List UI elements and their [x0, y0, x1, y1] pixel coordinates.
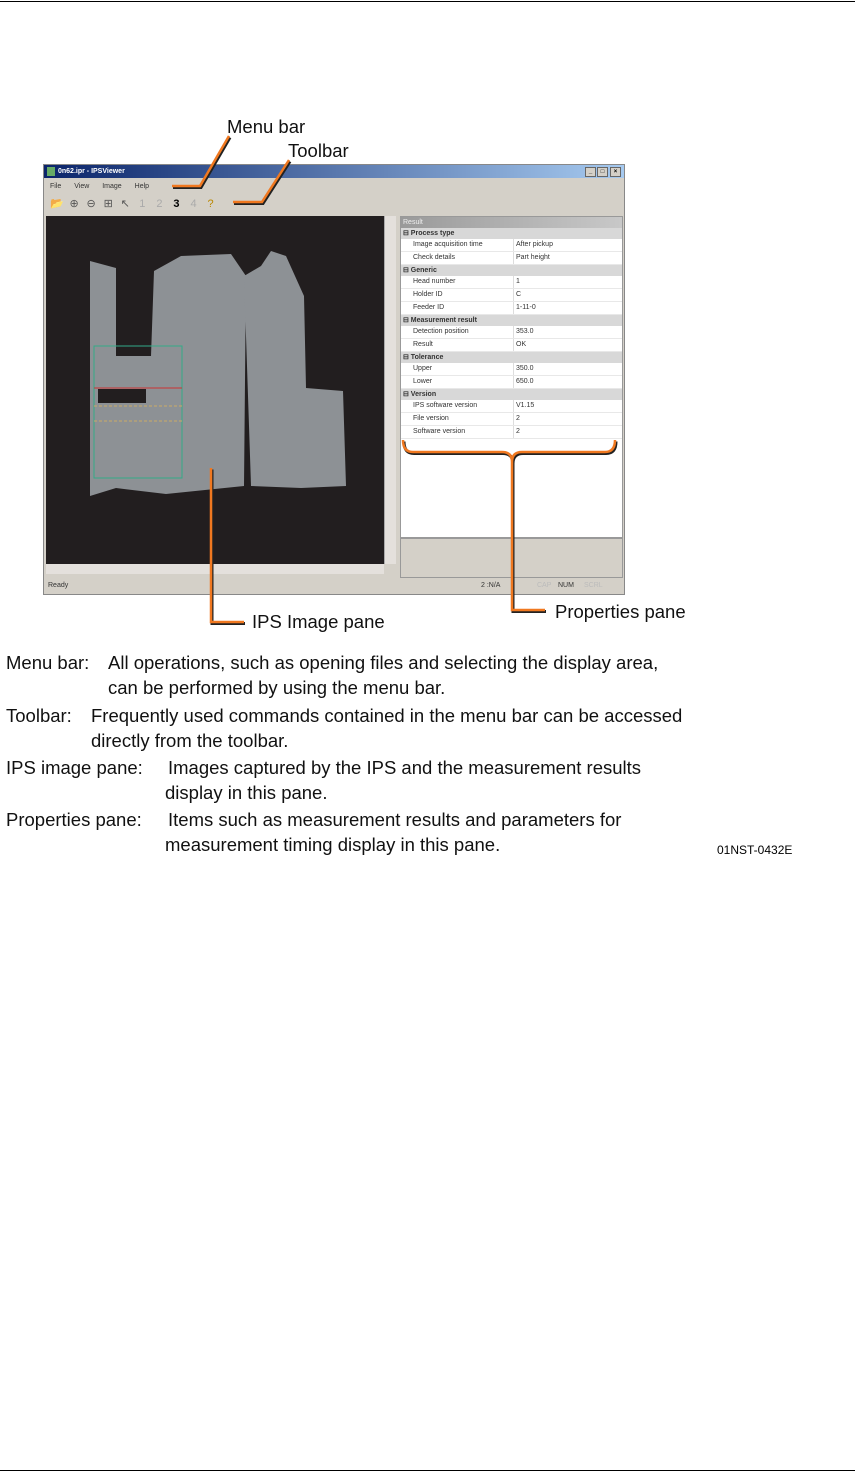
property-category[interactable]: ⊟ Generic	[401, 265, 622, 276]
desc-text: display in this pane.	[165, 782, 328, 803]
image-pane-leader	[211, 468, 244, 622]
view-4-button[interactable]: 4	[190, 198, 197, 210]
desc-text: measurement timing display in this pane.	[165, 834, 501, 855]
callout-menu-bar: Menu bar	[227, 116, 306, 137]
property-value: C	[516, 291, 522, 298]
toolbar-leader	[233, 160, 289, 202]
status-ready: Ready	[48, 582, 69, 589]
desc-term: Properties pane:	[6, 809, 142, 830]
property-name: Upper	[401, 363, 514, 375]
zoom-in-icon[interactable]: ⊕	[69, 198, 79, 210]
fit-icon[interactable]: ⊞	[103, 198, 113, 210]
menu-file[interactable]: File	[50, 183, 62, 190]
property-value: 353.0	[516, 328, 534, 335]
property-value: 350.0	[516, 365, 534, 372]
property-name: Image acquisition time	[401, 239, 514, 251]
property-value: OK	[516, 341, 527, 348]
close-button[interactable]: ×	[610, 167, 621, 177]
zoom-out-icon[interactable]: ⊖	[86, 198, 96, 210]
desc-text: directly from the toolbar.	[91, 730, 289, 751]
property-name: IPS software version	[401, 400, 514, 412]
property-category[interactable]: ⊟ Process type	[401, 228, 622, 239]
property-value: 1-11-0	[516, 304, 536, 311]
desc-text: Images captured by the IPS and the measurement results	[168, 757, 642, 778]
callout-image-pane: IPS Image pane	[252, 611, 385, 632]
property-value: 2	[516, 415, 520, 422]
property-name: Holder ID	[401, 289, 514, 301]
menu-help[interactable]: Help	[134, 183, 150, 190]
view-2-button[interactable]: 2	[156, 198, 163, 210]
minimize-button[interactable]: _	[585, 167, 596, 177]
property-category[interactable]: ⊟ Version	[401, 389, 622, 400]
desc-text: can be performed by using the menu bar.	[108, 677, 446, 698]
window-title: 0n62.ipr - IPSViewer	[58, 168, 125, 175]
status-cap: CAP	[537, 582, 552, 589]
open-icon[interactable]: 📂	[50, 198, 64, 210]
desc-text: Items such as measurement results and parameters for	[168, 809, 622, 830]
bottom-rule	[0, 1470, 855, 1471]
menu-view[interactable]: View	[74, 183, 90, 190]
property-value: V1.15	[516, 402, 535, 409]
property-value: Part height	[516, 254, 550, 261]
view-1-button[interactable]: 1	[139, 198, 146, 210]
properties-header: Result	[401, 217, 622, 228]
desc-text: Frequently used commands contained in the menu bar can be accessed	[91, 705, 683, 726]
properties-brace	[403, 440, 615, 462]
property-name: File version	[401, 413, 514, 425]
desc-term: Toolbar:	[6, 705, 72, 726]
property-value: 2	[516, 428, 520, 435]
property-name: Software version	[401, 426, 514, 438]
status-num: NUM	[558, 582, 574, 589]
property-name: Check details	[401, 252, 514, 264]
property-name: Feeder ID	[401, 302, 514, 314]
view-3-button[interactable]: 3	[173, 198, 180, 210]
property-name: Head number	[401, 276, 514, 288]
desc-term: Menu bar:	[6, 652, 90, 673]
property-value: After pickup	[516, 241, 553, 248]
property-category[interactable]: ⊟ Measurement result	[401, 315, 622, 326]
property-value: 650.0	[516, 378, 534, 385]
maximize-button[interactable]: □	[597, 167, 608, 177]
property-category[interactable]: ⊟ Tolerance	[401, 352, 622, 363]
property-name: Detection position	[401, 326, 514, 338]
menu-image[interactable]: Image	[102, 183, 122, 190]
menu-bar-leader	[172, 136, 229, 186]
help-icon[interactable]: ?	[207, 198, 214, 210]
property-value: 1	[516, 278, 520, 285]
figure-id: 01NST-0432E	[717, 843, 793, 857]
desc-text: All operations, such as opening files and selecting the display area,	[108, 652, 659, 673]
callout-toolbar: Toolbar	[288, 140, 349, 161]
callout-properties-pane: Properties pane	[555, 601, 686, 622]
status-zoom: 2 :N/A	[481, 582, 501, 589]
properties-leader	[512, 462, 545, 610]
desc-term: IPS image pane:	[6, 757, 143, 778]
callout-lines	[0, 0, 855, 640]
property-name: Result	[401, 339, 514, 351]
property-name: Lower	[401, 376, 514, 388]
pointer-icon[interactable]: ↖	[120, 198, 130, 210]
status-scrl: SCRL	[584, 582, 603, 589]
